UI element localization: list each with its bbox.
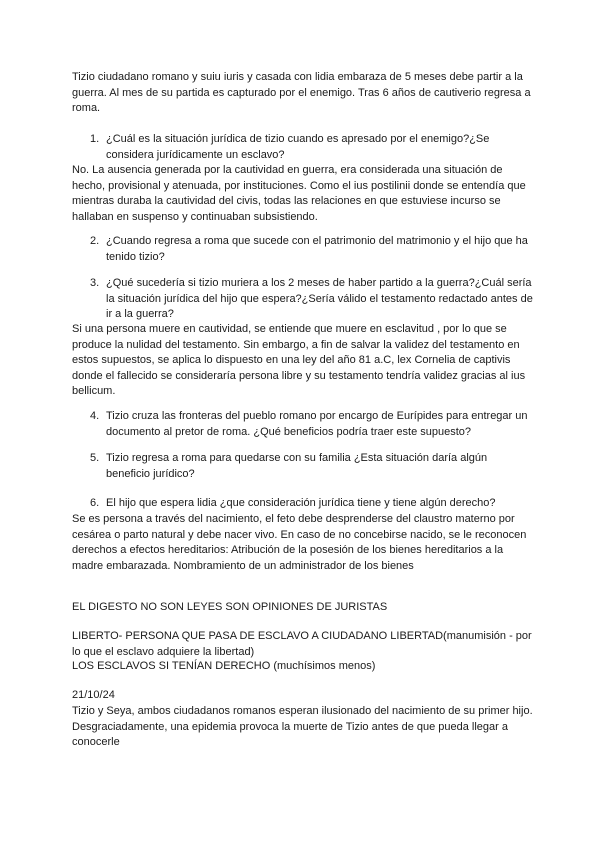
- question-number: 4.: [90, 410, 100, 422]
- question-number: 1.: [90, 133, 100, 145]
- question-5: [72, 451, 534, 482]
- second-case-date: 21/10/24: [72, 689, 115, 701]
- question-text: ¿Qué sucedería si tizio muriera a los 2 meses de haber partido a la guerra?¿Cuál sería la situación jurídica del hijo que espera?¿Sería válido el testamento redactado antes de ir a la guerra?: [106, 277, 533, 320]
- question-text: El hijo que espera lidia ¿que consideración jurídica tiene y tiene algún derecho?: [106, 497, 496, 509]
- question-3: [72, 276, 534, 323]
- question-text: ¿Cuando regresa a roma que sucede con el patrimonio del matrimonio y el hijo que ha tenido tizio?: [106, 235, 528, 263]
- question-number: 6.: [90, 497, 100, 509]
- answer-3: Si una persona muere en cautividad, se entiende que muere en esclavitud , por lo que se produce la nulidad del testamento. Sin embargo, a fin de salvar la validez del testamento en estos supuestos, se aplica lo dispuesto en una ley del año 81 a.C, lex Cornelia de captivis donde el fallecido se consideraría persona libre y su testamento tendría validez gracias al ius bellicum.: [72, 323, 526, 397]
- note-liberto: LIBERTO- PERSONA QUE PASA DE ESCLAVO A CIUDADANO LIBERTAD(manumisión - por lo que el esclavo adquiere la libertad): [72, 630, 532, 658]
- answer-6: Se es persona a través del nacimiento, el feto debe desprenderse del claustro materno por cesárea o parto natural y debe nacer vivo. En caso de no concebirse nacido, se le reconocen derechos a efectos hereditarios: Atribución de la posesión de los bienes hereditarios a la madre embarazada. Nombramiento de un administrador de los bienes: [72, 513, 527, 572]
- note-esclavos: LOS ESCLAVOS SI TENÍAN DERECHO (muchísimos menos): [72, 660, 376, 672]
- question-number: 3.: [90, 277, 100, 289]
- question-text: ¿Cuál es la situación jurídica de tizio cuando es apresado por el enemigo?¿Se considera jurídicamente un esclavo?: [106, 133, 490, 161]
- question-text: Tizio cruza las fronteras del pueblo romano por encargo de Eurípides para entregar un documento al pretor de roma. ¿Qué beneficios podría traer este supuesto?: [106, 410, 528, 438]
- case-intro: Tizio ciudadano romano y suiu iuris y casada con lidia embaraza de 5 meses debe partir a la guerra. Al mes de su partida es capturado por el enemigo. Tras 6 años de cautiverio regresa a roma.: [72, 71, 531, 114]
- question-6: [72, 496, 534, 512]
- note-digesto: EL DIGESTO NO SON LEYES SON OPINIONES DE JURISTAS: [72, 601, 388, 613]
- question-1: [72, 132, 534, 163]
- question-2: [72, 234, 534, 265]
- question-number: 5.: [90, 452, 100, 464]
- second-case-text: Tizio y Seya, ambos ciudadanos romanos esperan ilusionado del nacimiento de su primer hijo. Desgraciadamente, una epidemia provoca la muerte de Tizio antes de que pueda llegar a conocerle: [72, 705, 533, 748]
- question-text: Tizio regresa a roma para quedarse con su familia ¿Esta situación daría algún beneficio jurídico?: [106, 452, 488, 480]
- answer-1: No. La ausencia generada por la cautividad en guerra, era considerada una situación de hecho, provisional y atenuada, por instituciones. Como el ius postilinii donde se entendía que mientras duraba la cautividad del civis, todas las relaciones en que estuviese incurso se hallaban en suspenso y continuaban subsistiendo.: [72, 164, 526, 223]
- question-number: 2.: [90, 235, 100, 247]
- question-4: [72, 409, 534, 440]
